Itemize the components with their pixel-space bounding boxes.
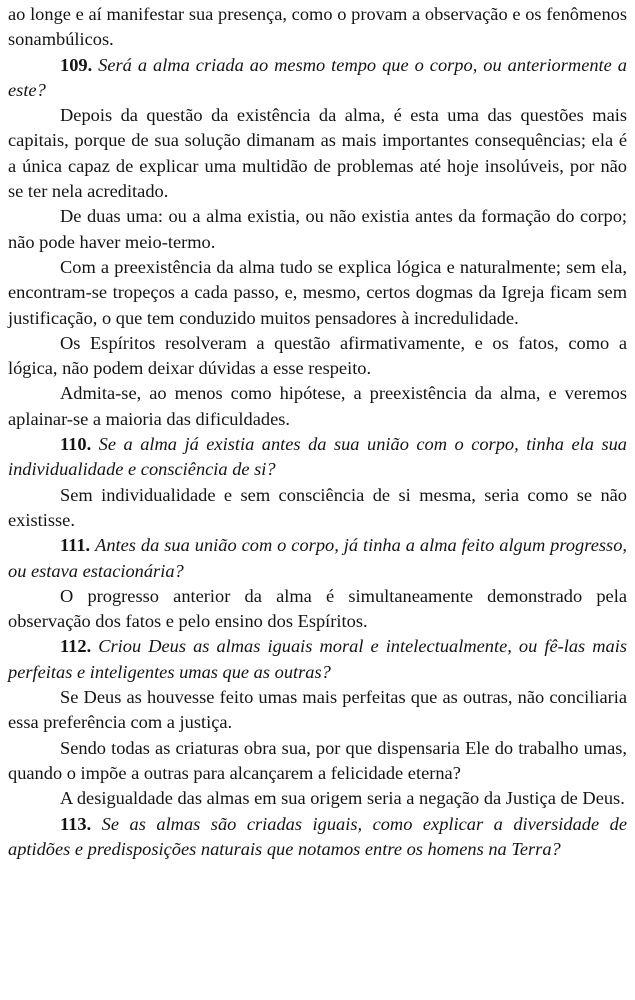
answer-paragraph: [8, 786, 627, 811]
question-text: Criou Deus as almas iguais moral e intelectualmente, ou fê-las mais perfeitas e inteligentes umas que as outras?: [8, 636, 627, 682]
answer-text: Sem individualidade e sem consciência de si mesma, seria como se não existisse.: [8, 484, 627, 530]
answer-text: Se Deus as houvesse feito umas mais perfeitas que as outras, não conciliaria essa preferência com a justiça.: [8, 687, 627, 733]
answer-paragraph: [8, 381, 627, 432]
answer-paragraph: [8, 483, 627, 534]
answer-text: De duas uma: ou a alma existia, ou não existia antes da formação do corpo; não pode haver meio-termo.: [8, 206, 627, 252]
answer-text: Os Espíritos resolveram a questão afirmativamente, e os fatos, como a lógica, não podem deixar dúvidas a esse respeito.: [8, 332, 627, 379]
question-111: [8, 533, 627, 584]
question-text: Se as almas são criadas iguais, como explicar a diversidade de aptidões e predisposições naturais que notamos entre os homens na Terra?: [8, 813, 627, 859]
question-112: [8, 634, 627, 685]
question-number: 113.: [60, 813, 92, 834]
answer-paragraph: [8, 685, 627, 736]
answer-paragraph: [8, 736, 627, 787]
answer-paragraph: [8, 255, 627, 331]
answer-text: A desigualdade das almas em sua origem seria a negação da Justiça de Deus.: [60, 788, 625, 809]
question-113: [8, 812, 627, 863]
question-number: 110.: [60, 434, 92, 455]
question-text: Se a alma já existia antes da sua união com o corpo, tinha ela sua individualidade e consciência de si?: [8, 434, 627, 480]
answer-paragraph: [8, 204, 627, 255]
answer-text: Admita-se, ao menos como hipótese, a preexistência da alma, e veremos aplainar-se a maioria das dificuldades.: [8, 383, 627, 429]
answer-text: Com a preexistência da alma tudo se explica lógica e naturalmente; sem ela, encontram-se tropeços a cada passo, e, mesmo, certos dogmas da Igreja ficam sem justificação, o que tem conduzido muitos pensadores à incredulidade.: [8, 256, 627, 328]
question-text: Antes da sua união com o corpo, já tinha a alma feito algum progresso, ou estava estacionária?: [8, 535, 627, 581]
question-109: [8, 53, 627, 104]
question-number: 111.: [60, 535, 91, 556]
answer-text: Sendo todas as criaturas obra sua, por que dispensaria Ele do trabalho umas, quando o impõe a outras para alcançarem a felicidade eterna?: [8, 737, 627, 783]
question-text: Será a alma criada ao mesmo tempo que o corpo, ou anteriormente a este?: [8, 54, 627, 100]
answer-paragraph: [8, 103, 627, 204]
question-110: [8, 432, 627, 483]
answer-text: O progresso anterior da alma é simultaneamente demonstrado pela observação dos fatos e pelo ensino dos Espíritos.: [8, 585, 627, 632]
answer-paragraph: [8, 2, 627, 53]
question-number: 109.: [60, 54, 93, 75]
answer-text: ao longe e aí manifestar sua presença, como o provam a observação e os fenômenos sonambúlicos.: [8, 4, 627, 50]
answer-text: Depois da questão da existência da alma, é esta uma das questões mais capitais, porque de sua solução dimanam as mais importantes consequências; ela é a única capaz de explicar uma multidão de problemas até hoje insolúveis, por não se ter nela acreditado.: [8, 105, 627, 202]
question-number: 112.: [60, 636, 92, 657]
answer-paragraph: [8, 331, 627, 382]
answer-paragraph: [8, 584, 627, 635]
